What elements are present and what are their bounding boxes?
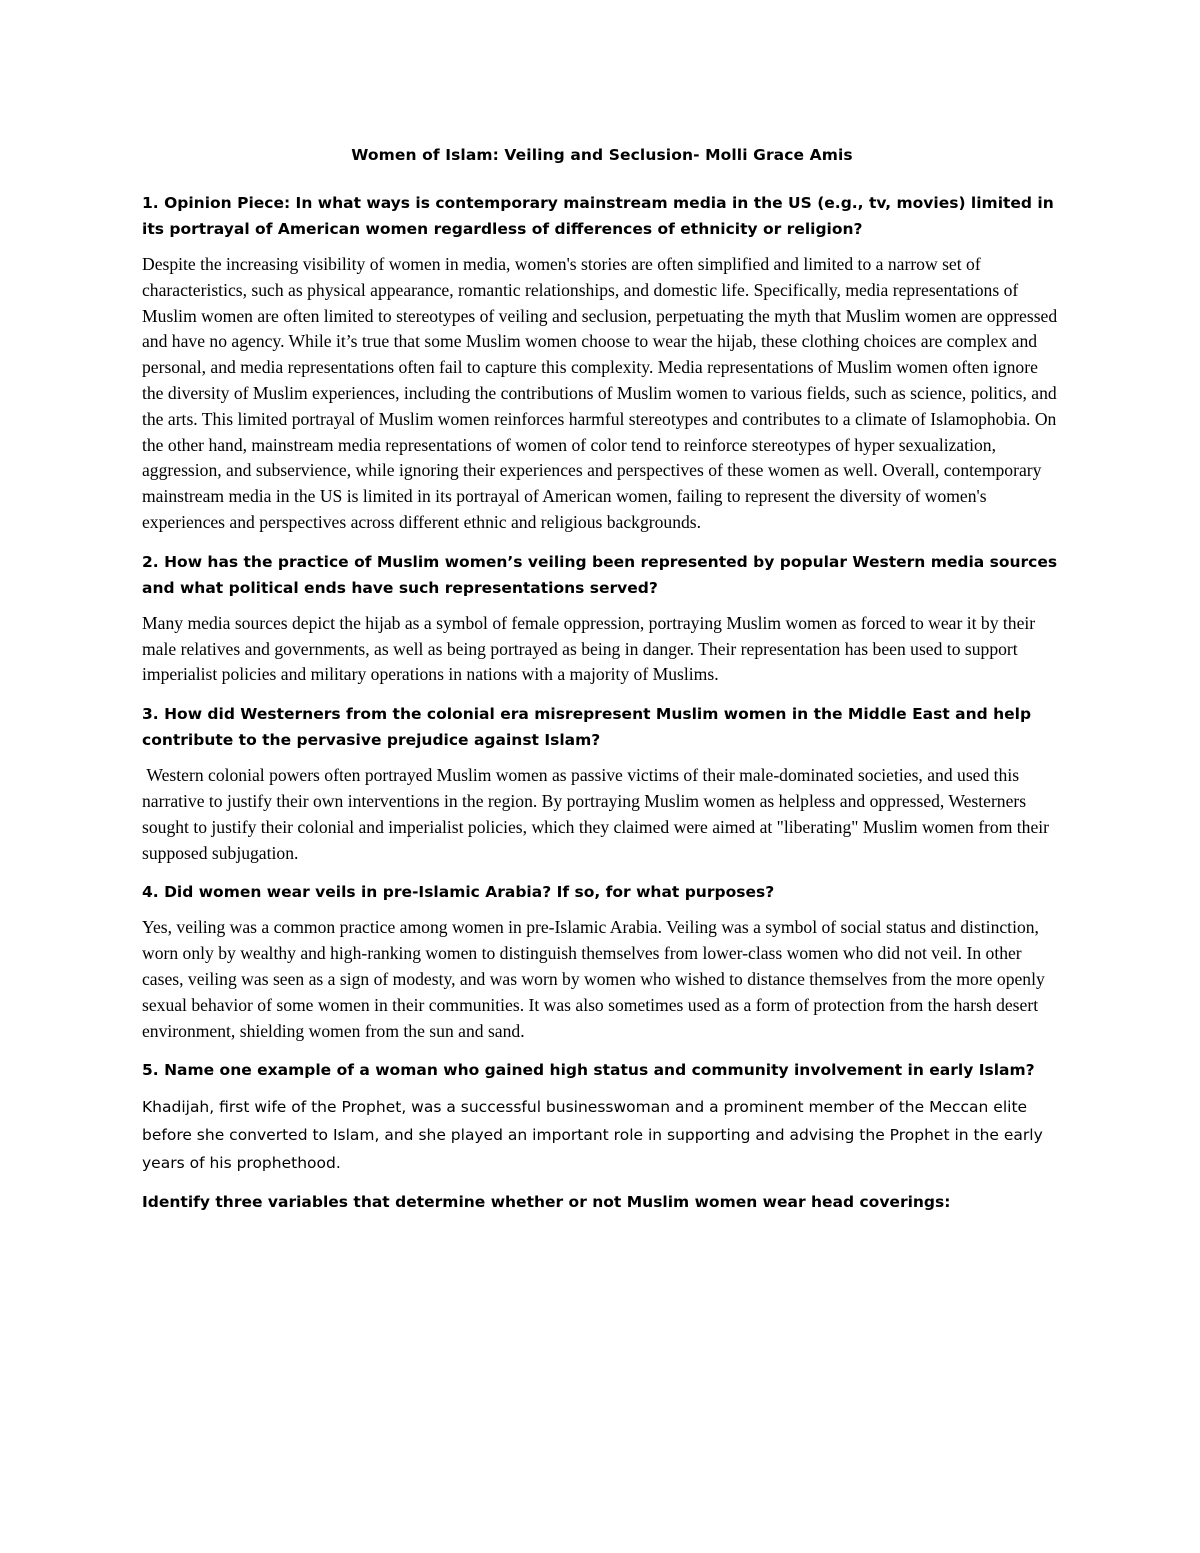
answer-3: Western colonial powers often portrayed Muslim women as passive victims of their male-dominated societies, and used this narrative to justify their own interventions in the region. By portraying Muslim women as helpless and oppressed, Westerners sought to justify their colonial and imperialist policies, which they claimed were aimed at "liberating" Muslim women from their supposed subjugation. [142, 765, 1054, 863]
question-2: 2. How has the practice of Muslim women’s veiling been represented by popular Western media sources and what political ends have such representations served? [142, 552, 1058, 597]
question-1: 1. Opinion Piece: In what ways is contemporary mainstream media in the US (e.g., tv, movies) limited in its portrayal of American women regardless of differences of ethnicity or religion? [142, 194, 1054, 238]
answer-1: Despite the increasing visibility of women in media, women's stories are often simplified and limited to a narrow set of characteristics, such as physical appearance, romantic relationships, and domestic life. Specifically, media representations of Muslim women are often limited to stereotypes of veiling and seclusion, perpetuating the myth that Muslim women are oppressed and have no agency. While it’s true that some Muslim women choose to wear the hijab, these clothing choices are complex and personal, and media representations often fail to capture this complexity. Media representations of Muslim women often ignore the diversity of Muslim experiences, including the contributions of Muslim women to various fields, such as science, politics, and the arts. This limited portrayal of Muslim women reinforces harmful stereotypes and contributes to a climate of Islamophobia. On the other hand, mainstream media representations of women of color tend to reinforce stereotypes of hyper sexualization, aggression, and subservience, while ignoring their experiences and perspectives of these women as well. Overall, contemporary mainstream media in the US is limited in its portrayal of American women, failing to represent the diversity of women's experiences and perspectives across different ethnic and religious backgrounds. [142, 254, 1058, 532]
document-title: Women of Islam: Veiling and Seclusion- Molli Grace Amis [351, 146, 853, 164]
document-body [142, 142, 1062, 1215]
question-4: 4. Did women wear veils in pre-Islamic Arabia? If so, for what purposes? [142, 883, 775, 902]
answer-2: Many media sources depict the hijab as a symbol of female oppression, portraying Muslim women as forced to wear it by their male relatives and governments, as well as being portrayed as being in danger. Their representation has been used to support imperialist policies and military operations in nations with a majority of Muslims. [142, 612, 1036, 685]
answer-4: Yes, veiling was a common practice among women in pre-Islamic Arabia. Veiling was a symbol of social status and distinction, worn only by wealthy and high-ranking women to distinguish themselves from lower-class women who did not veil. In other cases, veiling was seen as a sign of modesty, and was worn by women who wished to distance themselves from the more openly sexual behavior of some women in their communities. It was also sometimes used as a form of protection from the harsh desert environment, shielding women from the sun and sand. [142, 917, 1045, 1041]
question-5: 5. Name one example of a woman who gained high status and community involvement in early Islam? [142, 1061, 1035, 1080]
answer-5: Khadijah, first wife of the Prophet, was a successful businesswoman and a prominent member of the Meccan elite before she converted to Islam, and she played an important role in supporting and advising the Prophet in the early years of his prophethood. [142, 1098, 1043, 1173]
final-question: Identify three variables that determine whether or not Muslim women wear head coverings: [142, 1193, 951, 1212]
question-3: 3. How did Westerners from the colonial era misrepresent Muslim women in the Middle East and help contribute to the pervasive prejudice against Islam? [142, 705, 1032, 750]
